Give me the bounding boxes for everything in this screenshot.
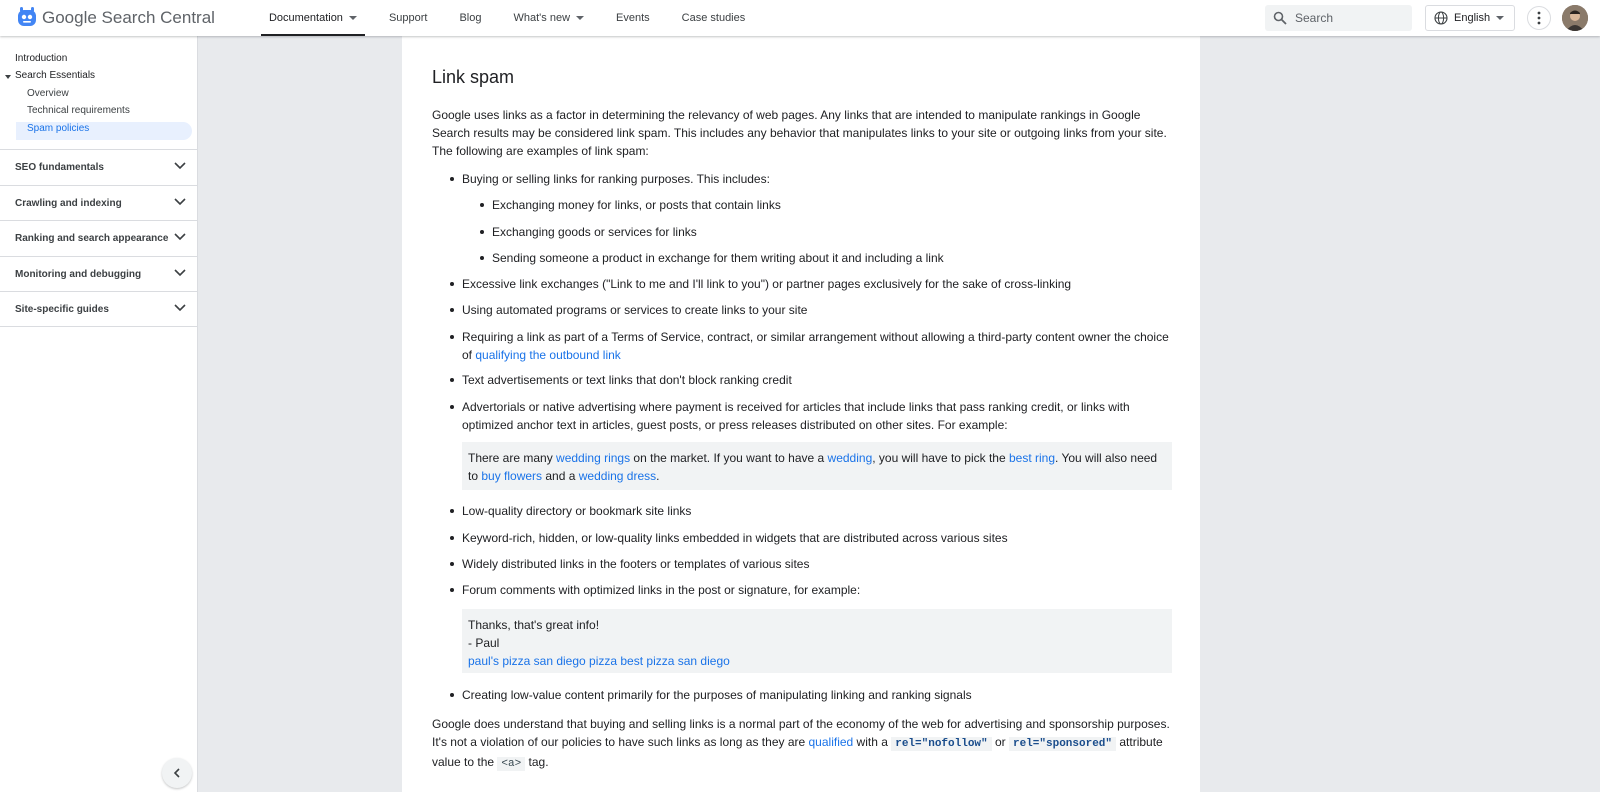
sub-list-item: Exchanging goods or services for links — [492, 223, 1172, 241]
section-label: Ranking and search appearance — [15, 233, 169, 244]
paragraph-text: attribute value to the — [432, 735, 1163, 769]
search-input[interactable] — [1295, 11, 1405, 25]
section-label: Crawling and indexing — [15, 198, 122, 209]
nav-label: Documentation — [268, 12, 343, 24]
paragraph-text: tag. — [525, 755, 549, 769]
sidebar-section-ranking-appearance[interactable] — [0, 220, 198, 256]
list-item: Buying or selling links for ranking purposes. This includes: — [462, 170, 1172, 188]
nav-blog[interactable] — [443, 0, 497, 36]
caret-expanded-icon — [4, 74, 12, 80]
list-item: Forum comments with optimized links in the post or signature, for example: — [462, 581, 1172, 599]
example-link-best-ring[interactable]: best ring — [1008, 451, 1056, 465]
list-item-text: Requiring a link as part of a Terms of Service, contract, or similar arrangement without allowing a third-party content owner the choice of — [462, 330, 1169, 362]
chevron-down-icon — [174, 269, 186, 277]
paragraph-text: Google does understand that buying and selling links is a normal part of the economy of the web for advertising and sponsorship purposes. It's not a violation of our policies to have such links as long as they are — [432, 717, 1170, 749]
example-text: , you will have to pick the — [872, 451, 1009, 465]
brand-name: Google Search Central — [42, 8, 215, 27]
code-rel-nofollow: rel="nofollow" — [891, 737, 991, 751]
article-content — [402, 36, 1200, 792]
example-text: and a — [542, 469, 579, 483]
example-text: There are many — [468, 451, 557, 465]
chevron-left-icon — [173, 768, 181, 778]
user-avatar[interactable] — [1562, 5, 1588, 31]
caret-down-icon — [576, 16, 584, 20]
sidebar-section-seo-fundamentals[interactable] — [0, 149, 198, 185]
example-block-forum — [462, 609, 1172, 673]
left-sidebar — [0, 36, 198, 792]
search-icon — [1273, 11, 1287, 25]
example-link-buy-flowers[interactable]: buy flowers — [481, 469, 543, 483]
example-line: Thanks, that's great info! — [468, 618, 600, 632]
more-vert-icon — [1537, 11, 1541, 25]
list-item: Advertorials or native advertising where payment is received for articles that include links that pass ranking credit, or links with optimized anchor text in articles, guest posts, or press releases distributed on other sites. For example: — [462, 398, 1172, 434]
language-label: English — [1454, 12, 1491, 24]
example-block-advertorial — [462, 442, 1172, 490]
qualifying-outbound-link[interactable]: qualifying the outbound link — [475, 348, 621, 362]
more-options-button[interactable] — [1527, 6, 1551, 30]
sidebar-item-overview[interactable]: Overview — [27, 88, 69, 99]
section-label: Monitoring and debugging — [15, 269, 142, 280]
search-central-logo-icon — [16, 7, 38, 29]
nav-label: Support — [388, 12, 428, 24]
list-item: Widely distributed links in the footers or templates of various sites — [462, 555, 1172, 573]
qualified-link[interactable]: qualified — [808, 735, 854, 749]
example-link-wedding[interactable]: wedding — [827, 451, 873, 465]
example-text: . You will also need to — [468, 451, 1158, 483]
nav-support[interactable] — [373, 0, 444, 36]
nav-label: Case studies — [681, 12, 746, 24]
nav-whats-new[interactable] — [498, 0, 601, 36]
nav-documentation[interactable] — [253, 0, 373, 36]
nav-case-studies[interactable] — [666, 0, 762, 36]
example-text: . — [656, 469, 660, 483]
intro-paragraph: Google uses links as a factor in determining the relevancy of web pages. Any links that are intended to manipulate rankings in Google Search results may be considered link spam. This includes any behavior that manipulates links to your site or outgoing links from your site. The following are examples of link spam: — [432, 108, 1167, 158]
list-item: Keyword-rich, hidden, or low-quality links embedded in widgets that are distributed across various sites — [462, 529, 1172, 547]
example-link-wedding-dress[interactable]: wedding dress — [578, 469, 657, 483]
section-label: SEO fundamentals — [15, 162, 104, 173]
sidebar-section-crawling-indexing[interactable] — [0, 185, 198, 221]
sidebar-item-search-essentials[interactable]: Search Essentials — [15, 70, 96, 81]
chevron-down-icon — [174, 233, 186, 241]
list-item: Using automated programs or services to create links to your site — [462, 301, 1172, 319]
avatar-icon — [1562, 5, 1588, 31]
list-item: Excessive link exchanges ("Link to me and I'll link to you") or partner pages exclusively for the sake of cross-linking — [462, 275, 1172, 293]
caret-down-icon — [1496, 16, 1504, 20]
section-label: Site-specific guides — [15, 303, 109, 315]
code-a-tag: <a> — [497, 757, 525, 771]
section-heading: Link spam — [432, 67, 515, 87]
sidebar-item-technical-requirements[interactable]: Technical requirements — [27, 105, 130, 116]
paragraph-text: or — [991, 735, 1009, 749]
sidebar-item-spam-policies[interactable]: Spam policies — [27, 123, 90, 134]
nav-label: Blog — [459, 12, 482, 24]
sidebar-item-introduction[interactable]: Introduction — [15, 53, 68, 64]
nav-label: Events — [616, 12, 650, 24]
example-text: on the market. If you want to have a — [630, 451, 828, 465]
chevron-down-icon — [174, 162, 186, 170]
chevron-down-icon — [174, 304, 186, 312]
list-item: Low-quality directory or bookmark site links — [462, 502, 1172, 520]
sidebar-section-site-specific-guides[interactable] — [0, 291, 198, 327]
main-nav — [253, 0, 761, 36]
example-line: - Paul — [468, 636, 500, 650]
sub-list-item: Exchanging money for links, or posts that contain links — [492, 196, 1172, 214]
code-rel-sponsored: rel="sponsored" — [1009, 737, 1116, 751]
list-item: Text advertisements or text links that don't block ranking credit — [462, 371, 1172, 389]
nav-events[interactable] — [600, 0, 666, 36]
paragraph-text: with a — [853, 735, 892, 749]
language-selector[interactable] — [1425, 5, 1515, 31]
chevron-down-icon — [174, 198, 186, 206]
brand-logo-link[interactable] — [16, 7, 215, 29]
example-link-pizza[interactable]: paul's pizza san diego pizza best pizza san diego — [468, 654, 730, 668]
top-bar — [0, 0, 1600, 36]
example-link-wedding-rings[interactable]: wedding rings — [556, 451, 631, 465]
globe-icon — [1434, 11, 1448, 25]
caret-down-icon — [349, 16, 357, 20]
sub-list-item: Sending someone a product in exchange for them writing about it and including a link — [492, 249, 1172, 267]
collapse-sidebar-button[interactable] — [162, 758, 192, 788]
list-item — [462, 328, 1172, 364]
search-box[interactable] — [1265, 5, 1412, 31]
list-item: Creating low-value content primarily for the purposes of manipulating linking and ranking signals — [462, 686, 1172, 704]
closing-paragraph — [432, 715, 1172, 773]
sidebar-section-monitoring-debugging[interactable] — [0, 256, 198, 292]
nav-label: What's new — [513, 12, 571, 24]
